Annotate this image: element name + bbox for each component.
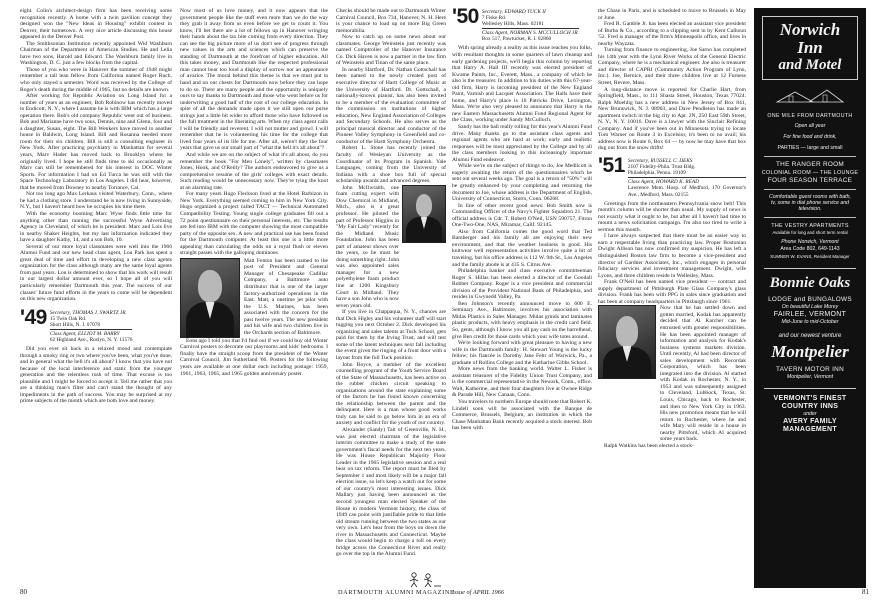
ad-finest-2: COUNTRY INNS <box>781 403 839 411</box>
class-number: '49 <box>20 305 47 329</box>
column-1 <box>20 8 172 582</box>
agent-address: Box 517, Pawtucket, R. I. 02860 <box>481 36 552 43</box>
norwich-inn-advertisement <box>754 8 866 588</box>
agent-label: Class Agent, ELLIOT M. BARRY <box>49 330 120 337</box>
paragraph: A long-distance move is reported for Charlie Hart, from Springfield, Mass., to 111 Shasta Street, Houston, Texas 77024. Ralph Moehlig has a new address in New Jersey of Box 841, New Brunswick, N. J. 08903, and Dave Pendleton has made an apartment switch in the big city to Apt. 2N, 250 East 59th Street, N. Y., N. Y. 10016. Dave is a lawyer with the Sinclair Refining Company. And if you've been out in Minnesota trying to locate Tom Warner on Route 3 in Excelsior, it's been to no avail; his address now is Route 6, Box 64 — by now he may have that box dug out from the snow drifts! <box>598 86 746 152</box>
right-page-number: 81 <box>862 588 869 596</box>
issue-label: Issue of APRIL 1966 <box>452 589 505 596</box>
ad-tavern-location: Montpelier, Vermont <box>786 373 834 380</box>
class-contacts <box>482 8 579 42</box>
ad-motel-2: tv, some in dial phone service and <box>770 200 850 207</box>
ad-title-line-1: Norwich Inn <box>779 20 841 57</box>
col1-paragraphs <box>20 8 172 303</box>
agent-address: Lawrence Mem. Hosp. of Medford, 170 Governor's Ave., Medford, Mass. 02155 <box>627 185 746 198</box>
ad-fairlee: FAIRLEE, VERMONT <box>773 310 847 318</box>
class-contacts <box>628 157 746 198</box>
classmate-photo <box>180 258 240 338</box>
paragraph: After working for Republic Aviation on Long Island for a number of years as an engineer, Bob Robinow has recently moved to Endicott, N. Y., where I assume he is with IBM which has a large operation there. Bob's old company Republic went out of business. Bob and Marianne have two sons, Dennis, nine and Glenn, four and a daughter, Susan, eight. The Bill Wenkers have moved to another house in Baldwin, Long Island. Bill and Rosanna needed more room for their six children. Bill is still a consulting engineer in New York. After practicing psychiatry in Manhattan for several years, Marv Hader has moved back to Brooklyn where he originally lived. I hope he still finds time to ski occasionally as Marv can still be remembered for his interest in DOC Winter Sports. For information I had on Ed Turca he was still with the Space Technology Laboratory in Los Angeles. I did hear, however, that he moved from Downey to nearby Torrance, Cal. <box>20 93 172 191</box>
ad-manager: SUMNER W. EVANS, Resident Manager <box>770 254 850 260</box>
class-heading-51 <box>598 154 746 198</box>
ad-norwich-phone-label: Phone Norwich, Vermont <box>781 239 839 246</box>
paragraph: And while we are on the subject of what it's all about, do you remember the book "For Men Lonely", written by classmates Jones, Hook, and O'Reilly? The authors endeavored to give us a comprehensive resume of the girls' colleges with exact details. Such reading would be unnecessary now. They're tying the knot at an alarming rate. <box>180 152 328 191</box>
paragraph: With the economy booming Marc Wyse finds little time for anything other than running the successful Wyse Advertising Agency in Cleveland, of which he is president. Marc and Lois live in nearby Shaker Heights, but my last information indicated they have a daughter Kathy, 14, and a son Bob, 10. <box>20 210 172 244</box>
paragraph: More news from the banking world. Walter L. Fisher is assistant treasurer of the Fidelity Union Trust Company, and is the commercial representative in the Newark, Conn., office. Walt, Katherine, and their four daughters live at Ownee Ridge & Parade Hill, New Canaan, Conn. <box>452 366 592 399</box>
paragraph: We're looking forward with great pleasure to having a new wife in the Dartmouth family: H. Stewart Young is the lucky fellow; his fiancée is Dorothy Jane Fehr of Warwick, Pa., a graduate of Rollins College and the Katharine Gibbs School. <box>452 340 592 366</box>
paragraph: Turning from finance to engineering, Joe Sarno has completed his 14th year with the Lynn River Works of the General Electric Company, where he is a mechanical engineer. Joe also is treasurer and director of CAPRI (Community Action Program of Lynn, Inc.). Joe, Bernice, and their three children live at 12 Furness Street, Revere, Mass. <box>598 47 746 87</box>
paragraph: Eons ago I told you that I'd find out if we could buy old Winter Carnival posters to decorate our playrooms and kids' bedrooms. I finally have the straight scoop from the president of the Winter Carnival Council, Jim Sutherland '66. Posters for the following years are available at one dollar each including postage: 1959, 1961, 1963, 1965, and 1965 golden anniversary poster. <box>180 337 328 377</box>
paragraph: With spring already a reality as this issue reaches you folks, with resultant thoughts in some quarters of lawn cleanup and early gardening projects, we'll begin this column by reporting that Harry A. Hall III recently was elected president of Kwame Paints, Inc., Everett, Mass., a company of which he also is the treasurer. In addition to his duties with this 67-year-old firm, Harry is incoming president of the New England Paint, Varnish and Lacquer Association. The Halls have their home, and Harry's place is 10 Patricks Drive, Lexington, Mass. We're also very pleased to announce that Harry is the new Eastern Massachusetts Alumni Fund Regional Agent for the Class, working under Sandy McCulloch. <box>452 45 592 124</box>
ad-vestry: THE VESTRY APARTMENTS <box>771 222 849 229</box>
paragraph: In nearby Hartford, Dr. Nathan Gottschall has been named to the newly created post of executive director of Hartt College of Music at the University of Hartford. Dr. Gottschall, a nationally-known pianist, has also been invited to be a member of the evaluation committee of the commission on institutions of higher education, New England Association of Colleges and Secondary Schools. He also serves as the principal musical director and conductor of the Pioneer Valley Symphony in Greenfield and co-conductor of the Hartt Symphony Orchestra. <box>336 66 446 145</box>
paragraph: Ben Johnson's recently announced move to 600 E. Seminary Ave., Baltimore, involves his association with Midas Plastics in Sales Manager. Midas grinds and laminates plastic products, with heavy emphasis in the credit card field. So, gents, although I know you all pay cash on the barrelhead, give Ben credit for those cards which your wife totes around. <box>452 300 592 340</box>
ad-season: Mid-June to mid-October <box>781 318 839 325</box>
column-2 <box>180 8 328 582</box>
paragraph: Checks should be made out to Dartmouth Winter Carnival Council, Box 734, Hanover, N. H. Here is your chance to load up on more Big Green memorabilia. <box>336 8 446 34</box>
secretary-label: Secretary, RUSSELL C. DEKS <box>627 158 693 165</box>
class-number: '50 <box>452 8 479 28</box>
paragraph: Greetings from the northeastern Pennsylvania snow belt! This month's column will be shorter than usual. My supply of news is not exactly what it ought to be, but after all I haven't had time to mount a news solicitation campaign. I'm also too tired to write a sermon this month. <box>598 200 746 233</box>
ad-open: Open all year <box>794 123 826 130</box>
paragraph: Several of our more loyal classmates were well into the 1966 Alumni Fund and our new head class agent, Lou Park has spent a great deal of time and effort in developing a new class agents organization for the class although many are the same loyal agents from past years. Lou is determined to show that his work will result in our largest dollar amount ever, so I hope all of you will particularly remember Dartmouth this year. The success of our classes' future fund efforts in the years to come will be dependent on this new organization. <box>20 243 172 303</box>
secretary-address-2: Philadelphia, Penna. 19109 <box>627 170 686 177</box>
secretary-address-2: Short Hills, N. J. 07078 <box>49 321 101 328</box>
secretary-label: Secretary, THOMAS J. SWARTZ JR. <box>49 309 127 316</box>
paragraph: the Chase in Paris, and is scheduled to move to Brussels in May or June. <box>598 8 746 21</box>
class-number: '51 <box>598 154 625 178</box>
paragraph: Alexander (Sandy) Tait of Greenville, N. H., was just elected chairman of the legislative interim committee to make a study of the state government's fiscal needs for the next ten years. He was House Republican Majority Floor Leader in the 1965 legislative session and a real bear on tax reform. The report must be filed by September 1 and most likely will be a major fall election issue, so let's keep a watch out for some of our country's most interesting issues. Dick Mallary just having been announced as the second youngest man elected Speaker of the House in modern Vermont history, the class of 1949 can point with justifiable pride to that little old stream running between the two states as our very own. Let's hear from the boys on down the river in Massachusetts and Connecticut. Maybe the class would begin to charge a toll on every bridge across the Connecticut River and really go over the top in the Alumni Fund. <box>336 427 446 558</box>
running-footer: DARTMOUTH ALUMNI MAGAZINE <box>338 589 455 596</box>
paragraph: Philadelphia banker and class executive committeeman Roger S. Hillas has been elected a director of the Goodall Rubber Company. Roger is a vice president and commercial division of the Provident National Bank of Philadelphia, and resides in Gwynedd Valley, Pa. <box>452 268 592 301</box>
paragraph: Now most of us love money, and it now appears that the government people like the stuff even more than we do the way they grab it away from us even before we get to count it. You know, I'll bet there are a lot of fellows up in Hanover wringing their hands about the tax bite coming from every direction. They can see the big picture more of us don't see of progress through new values in the arts and sciences which can preserve the standing of Dartmouth at the forefront of higher education. All this takes money, and Dartmouth like the respected professional man cannot bear too loud a display of sorrow nor an appearance of avarice. The moral behind this theme is that we must put in hand and on our chests for Dartmouth now before they can hope to do so. There are many people and the opportunity is uniquely ours to say thanks to Dartmouth and those who went before us for underwriting a good half of the cost of our college education. In spite of all the demands made upon it we still open our purse strings just a little bit wider to afford those who have followed us the full treatment in the liberating arts. When my class agent calls I will be friendly and reverent. I will not mutter and growl. I will remember that he is volunteering his time for the college that lived four years of its life for me. After all, weren't they the four years that gave us our small part of "what the hell it's all about"? <box>180 8 328 152</box>
ad-lake: On beautiful Lake Morey <box>781 304 839 311</box>
paragraph: eight. Colin's architect-design firm has been receiving some recognition recently. A home with a twin pavilion concept they designed won the "New Ideas in Housing" exhibit contest in Denver, their hometown. A very nice article discussing this house appeared in the Denver Post. <box>20 8 172 41</box>
paragraph: Those of you who were in Hanover the summer of 1948 might remember a tall lean fellow from California named Roger Ruch, who only stayed a semester. Word was received by the College of Roger's death during the middle of 1965, but no details are known. <box>20 66 172 93</box>
paragraph: Did you ever sit back in a relaxed mood and contemplate through a smoky ring or two where you've been, what you've done, and in general what the hell it's all about? I know that you have not because of the local interference and static from the younger generation and the relentless rush of time. That excuse is too plausible and I might be forced to accept it. Tell me rather that you are a thinking man's filter and can't stand the thought of any impediments in the path of success. You may be surprised at my prime subjects of the month which are both love and money. <box>20 346 172 405</box>
cartoon-figures-illustration <box>408 572 442 588</box>
ad-tavern: TAVERN MOTOR INN <box>776 365 844 373</box>
ad-finest-5: MANAGEMENT <box>783 425 837 433</box>
agent-label: Class Agent, NORMAN S. MCCULLOCH JR. <box>481 30 579 37</box>
ad-parties: PARTIES — large and small <box>777 145 843 152</box>
left-page-number: 80 <box>20 588 27 596</box>
paragraph: Now to catch up on some news about our classmates. George Weinstein just recently was named Comptroller of the Hanover Insurance Co. Dick Haven is now a partner in the law firm of Weinstein and Tinan of the same place. <box>336 34 446 67</box>
ad-lodge: LODGE and BUNGALOWS <box>768 296 852 304</box>
ad-room-2: COLONIAL ROOM — THE LOUNGE <box>761 169 859 176</box>
column-5 <box>598 8 746 582</box>
secretary-address-1: 7 Fiske Rd. <box>481 15 507 22</box>
ad-vestry-sub: Available for long and short term rental <box>772 229 848 235</box>
ad-finest-3: under <box>803 411 817 418</box>
ad-finest-1: VERMONT'S FINEST <box>773 395 847 403</box>
paragraph: Now that he has settled down and gotten married, Kodak has apparently decided that Al Karcher can be entrusted with greater responsibilities. He has been appointed manager of information and analysis for Kodak's business systems markets division. Until recently, Al had been director of sales development with Recordak Corporation, which has been integrated into the division. Al started with Kodak in Rochester, N. Y., in 1953 and was subsequently assigned to Cleveland, Lubbock, Texas, St. Louis, Chicago, back to Rochester, and then to New York City in 1963. His new promotion means that he will return to Rochester, where he and wife Mary will reside in a house in nearby Pittsford, which Al acquired some years back. <box>660 305 746 443</box>
paragraph: You travelers to northern Europe should note that Robert K. Lindell soon will be associated with the Banque de Commerce, Brussels, Belgium, an institution in which the Chase Manhattan Bank recently acquired a stock interest. Bob has been with <box>452 399 592 432</box>
agent-label: Class Agent, HOWARD K. READ <box>627 179 699 186</box>
class-heading-49 <box>20 305 172 343</box>
paragraph: For many years Hugo Fleckson lived at the Hotel Barbizon in New York. Everything seemed coming to him in New York City. Hugo organized a project called TACT — Technical Automated Compatibility Testing. Young single college graduates fill out a 72 point questionnaire on their personal interests, etc. The results are fed into IBM with the computer showing the most compatible party of the opposite sex. A new and practical use has been found for the Dartmouth computer. At least this one is a little more appealing than calculating the odds on a royal flush or eleven straight passes with the galloping dominoes. <box>180 191 328 257</box>
ad-montpelier: Montpelier <box>771 341 849 361</box>
ad-venture: and our newest venture <box>778 333 842 340</box>
inn-sketch-icon <box>775 84 845 104</box>
ad-bonnie-oaks: Bonnie Oaks <box>769 275 851 292</box>
ad-distance: ONE MILE FROM DARTMOUTH <box>767 113 853 119</box>
secretary-address-1: 15 Twin Oak Rd. <box>49 315 87 322</box>
ad-food: For fine food and drink, <box>783 133 837 140</box>
class-heading-50 <box>452 8 592 42</box>
classmate-photo <box>402 185 446 243</box>
column-4 <box>452 8 592 582</box>
paragraph: The Smithsonian Institution recently appointed Wid Washburn Chairman of the Department of American Studies. He and Lelia have two sons, Harold and Edward. The Washburn family live in Washington, D. C. just a few blocks from the capital. <box>20 40 172 67</box>
column-3 <box>336 8 446 582</box>
paragraph: Robert L. Stone has recently joined the faculty of Wesleyan University as the Coordinator of its Program in Spanish. Yale Languages, coming from the University of Indiana with a shoe box full of special scholarship awards and advanced degrees. <box>336 145 446 185</box>
ad-motel-1: Comfortable guest rooms with bath, <box>769 193 851 200</box>
paragraph: Frank O'Neil has been named vice president — contract and supply department of Pittsburgh Plate Glass Company's glass division. Frank has been with PPG in sales since graduation and has been at company headquarters in Pittsburgh since 1961. <box>598 279 746 305</box>
paragraph: John McIlwraith, one foam cutting expert with Dow Chemical in Midland, Mich., also is a great professor. He piloted the part of Professor Higgins in "My Fair Lady" recently for the Midland Music Foundation. John has been part of amateur shows over the years, so he must be doing something right. John was also appointed sales manager for a new polyethylene foam product line at 1200 Kingsbury Court in Midland. They have a son John who is now seven years old. <box>336 184 399 309</box>
paragraph: John Boyce, a member of the excellent counselling program of the Youth Service Board of the State of Massachusetts, has been active on the rubber chicken circuit speaking to organizations around the state explaining some of the factors he has found known concerning the relationship between the parent and the delinquent. Here is a man whose good works truly can be said to go below him in an era of anxiety and conflict for the youth of our country. <box>336 361 446 427</box>
paragraph: If you live in Chappaqua, N. Y., chances are that Dick Higley and his volunteer staff will start tugging you next October 2. Dick developed his organizing and sales talents at Tuck School, gets paid for them by the Irving Trust, and will test some of the latent techniques next fall including the event given the ringing of a front door with a layout from the full Tuck position. <box>336 309 446 361</box>
classmate-photo <box>598 305 656 379</box>
paragraph: Matt Fenton has been named to the post of President and General Manager of Chesapeake Cadillac Company, a Baltimore auto distributor that is one of the larger factory-authorized operations in the East. Matt, a onetime jet pilot with the U.S. Marines, has been associated with the concern for the past twelve years. The new president and his wife and two children live in the Orchards section of Baltimore. <box>244 257 328 336</box>
agent-address: 62 Highland Ave., Roslyn, N. Y. 11576 <box>49 336 133 343</box>
paragraph: Fred R. Gamble Jr. has been elected an assistant vice president of Burba & Co., according to a clipping sent in by Kent Calhoun '52. Fred is manager of the firm's Minneapolis office, and lives in nearby Wayzata. <box>598 21 746 47</box>
paragraph: I have always suspected that there must be an easier way to earn a respectable living than practicing law. Proper Bostonian Dwight Allison has now confirmed my suspicion. He has left a distinguished Boston law firm to become a vice-president and director of Gardner Associates, Inc., which engages in personal fiduciary services and investment management. Dwight, wife Lyons, and three children reside in Wellesley, Mass. <box>598 233 746 279</box>
secretary-address-1: 2107 Fidelity-Phila. Trust Bldg. <box>627 164 696 171</box>
secretary-label: Secretary, EDWARD TUCK II <box>481 9 546 15</box>
paragraph: Not too long ago Max Lerkaus visited Waterbury, Conn., where he had a clothing store. I understand he is now living in Sunnyside, N.Y., but I haven't heard how he occupies his time there. <box>20 191 172 211</box>
ad-phone: Area Code 802, 649-1143 <box>780 245 840 252</box>
paragraph: While we're on the subject of things to do, Joe Medlicott is eagerly awaiting the return of the questionnaires which he sent out several weeks ago. The goal is a return of "50%" will be greatly enhanced by your completing and returning the document to Joe, whose address is the Department of English, University of Connecticut, Storrs, Conn. 06268. <box>452 163 592 203</box>
paragraph: Also from California comes the good word that Ted Bamberger and his family all are enjoying their new environment, and that the weather business is good. His knitwear well representation activities involve quite a bit of traveling, but his office address is 112 W. 9th St., Los Angeles and the family abode is at 435 S. Citrus Ave. <box>452 228 592 268</box>
ad-motel-3: television. <box>798 206 822 213</box>
ad-title-line-2: and Motel <box>778 57 842 73</box>
paragraph: Ralph Watkins has been elected a stock- <box>604 442 694 449</box>
class-contacts <box>50 309 133 343</box>
ad-room-1: THE RANGER ROOM <box>775 160 845 168</box>
paragraph: In line of other recent good news: Bob Smith now is Commanding Officer of the Navy's Fighter Squadron 21. The official address is Cdr. T. Robert O'Neil, USN 590757, Fitron One-Two-One, NAS, Miramar, Calif. 92145. <box>452 202 592 229</box>
paragraph: Sandy has the ball really rolling for this year's Alumni Fund drive. Many thanks go to the assistant class agents and regional agents who are hard at work; early and realistic responses will be most appreciated by the College and by all the class members looking to this increasingly important Alumni Fund endeavor. <box>452 124 592 163</box>
ad-room-3: FOUR SEASON TERRACE <box>767 176 853 184</box>
secretary-address-2: Wellesley Hills, Mass. 02181 <box>481 21 544 28</box>
ad-finest-4: AVERY FAMILY <box>783 417 837 425</box>
